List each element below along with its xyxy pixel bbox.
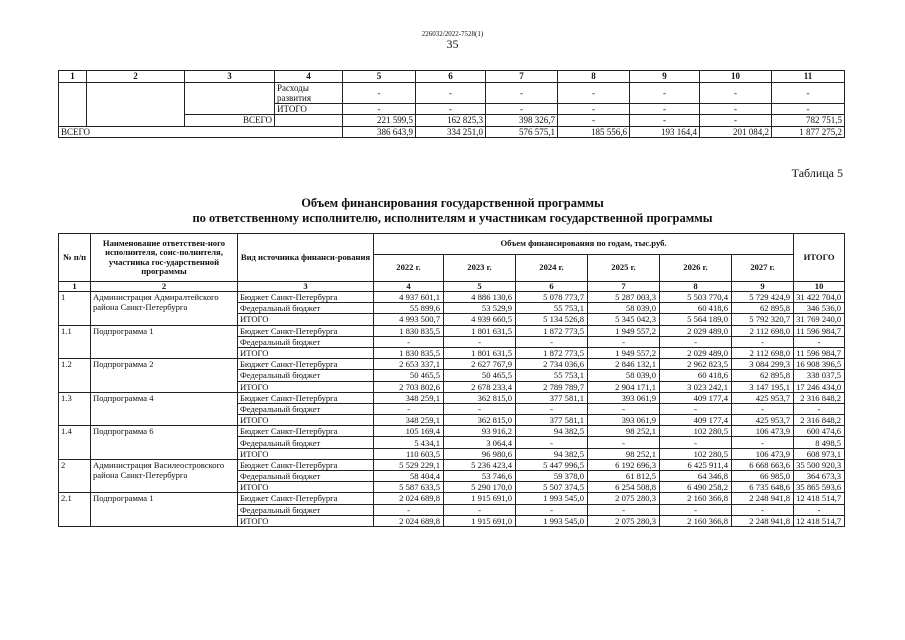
value-cell: - [660, 437, 732, 448]
funding-source: Федеральный бюджет [238, 403, 374, 414]
total-value-cell: 2 316 848,2 [794, 392, 845, 403]
value-cell: 2 112 698,0 [732, 347, 794, 358]
value-cell: - [660, 336, 732, 347]
column-numbers-row [59, 282, 845, 292]
total-value-cell: 35 865 593,6 [794, 482, 845, 493]
value-cell: 5 134 526,8 [516, 314, 588, 325]
value-cell: - [516, 437, 588, 448]
column-number: 7 [588, 282, 660, 292]
executor-name: Подпрограмма 1 [91, 325, 238, 359]
value-cell: 4 886 130,6 [444, 292, 516, 303]
value-cell: 193 164,4 [630, 126, 700, 138]
value-cell: 5 507 374,5 [516, 482, 588, 493]
funding-source: ИТОГО [238, 381, 374, 392]
value-cell: 94 382,5 [516, 448, 588, 459]
value-cell: 1 830 835,5 [374, 347, 444, 358]
total-value-cell: 31 769 240,0 [794, 314, 845, 325]
value-cell: 96 980,6 [444, 448, 516, 459]
value-cell: 1 993 545,0 [516, 515, 588, 526]
column-number: 11 [772, 71, 845, 83]
value-cell: - [630, 82, 700, 103]
funding-source: Федеральный бюджет [238, 370, 374, 381]
value-cell: 2 789 789,7 [516, 381, 588, 392]
value-cell: - [444, 504, 516, 515]
column-number: 8 [558, 71, 630, 83]
funding-source: Бюджет Санкт-Петербурга [238, 325, 374, 336]
value-cell: 1 877 275,2 [772, 126, 845, 138]
value-cell: 55 753,1 [516, 370, 588, 381]
funding-source: Бюджет Санкт-Петербурга [238, 493, 374, 504]
table-row [59, 126, 845, 138]
value-cell: 2 904 171,1 [588, 381, 660, 392]
funding-source: Бюджет Санкт-Петербурга [238, 459, 374, 470]
value-cell: 58 039,0 [588, 303, 660, 314]
value-cell: - [558, 82, 630, 103]
value-cell: 409 177,4 [660, 392, 732, 403]
column-number: 7 [486, 71, 558, 83]
value-cell: 2 846 132,1 [588, 359, 660, 370]
value-cell: 2 962 823,5 [660, 359, 732, 370]
row-index: 2 [59, 459, 91, 493]
value-cell: - [486, 82, 558, 103]
total-value-cell: 17 246 434,0 [794, 381, 845, 392]
value-cell: 1 872 773,5 [516, 325, 588, 336]
value-cell: 2 075 280,3 [588, 515, 660, 526]
value-cell: 66 985,0 [732, 471, 794, 482]
header-year: 2027 г. [732, 255, 794, 282]
value-cell: 55 753,1 [516, 303, 588, 314]
value-cell: 6 735 648,6 [732, 482, 794, 493]
funding-source: ИТОГО [238, 415, 374, 426]
funding-source: Федеральный бюджет [238, 437, 374, 448]
value-cell: 5 434,1 [374, 437, 444, 448]
value-cell: 2 160 366,8 [660, 493, 732, 504]
total-value-cell: 600 474,6 [794, 426, 845, 437]
funding-source: Федеральный бюджет [238, 471, 374, 482]
value-cell: 1 993 545,0 [516, 493, 588, 504]
value-cell: - [374, 504, 444, 515]
table-row [59, 426, 845, 437]
value-cell: 55 899,6 [374, 303, 444, 314]
value-cell: 102 280,5 [660, 448, 732, 459]
value-cell: 2 029 489,0 [660, 325, 732, 336]
header-name: Наименование ответствен-ного исполнителя, соис-полнителя, участника гос-ударственной программы [91, 234, 238, 282]
executor-name: Администрация Василеостровского района Санкт-Петербурга [91, 459, 238, 493]
table-cell [87, 82, 185, 126]
value-cell: 3 084 299,3 [732, 359, 794, 370]
table-row [59, 292, 845, 303]
funding-source: ИТОГО [238, 314, 374, 325]
value-cell: 185 556,6 [558, 126, 630, 138]
value-cell: 386 643,9 [343, 126, 416, 138]
value-cell: 409 177,4 [660, 415, 732, 426]
value-cell: 106 473,9 [732, 448, 794, 459]
value-cell: 2 627 767,9 [444, 359, 516, 370]
value-cell: 362 815,0 [444, 415, 516, 426]
table-cell [275, 115, 343, 127]
column-number: 9 [732, 282, 794, 292]
value-cell: 2 024 689,8 [374, 515, 444, 526]
value-cell: - [732, 403, 794, 414]
value-cell: 6 192 696,3 [588, 459, 660, 470]
column-number: 6 [416, 71, 486, 83]
value-cell: 5 290 170,0 [444, 482, 516, 493]
column-number: 3 [185, 71, 275, 83]
column-number: 4 [374, 282, 444, 292]
value-cell: 5 564 189,0 [660, 314, 732, 325]
value-cell: 50 465,5 [444, 370, 516, 381]
value-cell: - [630, 103, 700, 115]
header-year: 2024 г. [516, 255, 588, 282]
row-index: 2.1 [59, 493, 91, 527]
value-cell: 377 581,1 [516, 392, 588, 403]
funding-source: Бюджет Санкт-Петербурга [238, 426, 374, 437]
funding-source: Федеральный бюджет [238, 504, 374, 515]
table-row [59, 325, 845, 336]
value-cell: 2 160 366,8 [660, 515, 732, 526]
value-cell: 3 023 242,1 [660, 381, 732, 392]
total-value-cell: 16 908 396,5 [794, 359, 845, 370]
total-value-cell: 12 418 514,7 [794, 493, 845, 504]
value-cell: 102 280,5 [660, 426, 732, 437]
value-cell: 5 345 042,3 [588, 314, 660, 325]
column-number: 5 [444, 282, 516, 292]
value-cell: 1 830 835,5 [374, 325, 444, 336]
total-value-cell: 11 596 984,7 [794, 325, 845, 336]
column-number: 9 [630, 71, 700, 83]
value-cell: - [343, 103, 416, 115]
value-cell: 5 587 633,5 [374, 482, 444, 493]
total-value-cell: 31 422 704,0 [794, 292, 845, 303]
funding-source: Бюджет Санкт-Петербурга [238, 392, 374, 403]
value-cell: - [374, 403, 444, 414]
value-cell: 425 953,7 [732, 392, 794, 403]
value-cell: 201 084,2 [700, 126, 772, 138]
value-cell: 94 382,5 [516, 426, 588, 437]
column-number: 3 [238, 282, 374, 292]
value-cell: 6 490 258,2 [660, 482, 732, 493]
value-cell: - [660, 403, 732, 414]
total-value-cell: 608 973,1 [794, 448, 845, 459]
value-cell: - [732, 504, 794, 515]
expense-type-cell: Расходы развития [275, 82, 343, 103]
document-code: 226032/2022-7528(1) [421, 30, 484, 38]
grand-total-label-cell: ВСЕГО [59, 126, 343, 138]
row-index: 1.3 [59, 392, 91, 426]
value-cell: 110 603,5 [374, 448, 444, 459]
value-cell: 221 599,5 [343, 115, 416, 127]
value-cell: 393 061,9 [588, 415, 660, 426]
value-cell: - [416, 103, 486, 115]
row-index: 1 [59, 292, 91, 326]
value-cell: 5 287 003,3 [588, 292, 660, 303]
value-cell: 576 575,1 [486, 126, 558, 138]
header-year: 2023 г. [444, 255, 516, 282]
value-cell: - [374, 336, 444, 347]
row-index: 1.4 [59, 426, 91, 460]
table-row [59, 359, 845, 370]
table-cell [185, 82, 275, 115]
value-cell: 2 029 489,0 [660, 347, 732, 358]
value-cell: - [343, 82, 416, 103]
value-cell: 1 949 557,2 [588, 325, 660, 336]
value-cell: - [444, 336, 516, 347]
value-cell: - [660, 504, 732, 515]
value-cell: 5 078 773,7 [516, 292, 588, 303]
total-value-cell: 2 316 848,2 [794, 415, 845, 426]
table-row [59, 392, 845, 403]
header-source: Вид источника финанси-рования [238, 234, 374, 282]
table-title-line2: по ответственному исполнителю, исполнителям и участникам государственной программы [192, 211, 713, 225]
value-cell: 2 703 802,6 [374, 381, 444, 392]
value-cell: 53 529,9 [444, 303, 516, 314]
total-value-cell: - [794, 504, 845, 515]
row-index: 1.2 [59, 359, 91, 393]
value-cell: 348 259,1 [374, 392, 444, 403]
value-cell: 1 801 631,5 [444, 325, 516, 336]
table-row [59, 82, 845, 103]
value-cell: 5 236 423,4 [444, 459, 516, 470]
executor-name: Подпрограмма 4 [91, 392, 238, 426]
value-cell: 1 801 631,5 [444, 347, 516, 358]
value-cell: - [700, 115, 772, 127]
column-number: 8 [660, 282, 732, 292]
value-cell: 1 915 691,0 [444, 493, 516, 504]
value-cell: 2 024 689,8 [374, 493, 444, 504]
value-cell: 6 254 508,8 [588, 482, 660, 493]
expense-type-cell: ИТОГО [275, 103, 343, 115]
value-cell: 782 751,5 [772, 115, 845, 127]
value-cell: 59 378,0 [516, 471, 588, 482]
continued-table [58, 70, 845, 138]
table-label: Таблица 5 [791, 166, 843, 180]
total-value-cell: - [794, 403, 845, 414]
header-year: 2025 г. [588, 255, 660, 282]
value-cell: 4 937 601,1 [374, 292, 444, 303]
row-index: 1.1 [59, 325, 91, 359]
value-cell: - [700, 82, 772, 103]
value-cell: 3 064,4 [444, 437, 516, 448]
value-cell: 1 949 557,2 [588, 347, 660, 358]
executor-name: Подпрограмма 2 [91, 359, 238, 393]
value-cell: 2 653 337,1 [374, 359, 444, 370]
value-cell: - [588, 336, 660, 347]
column-number: 10 [794, 282, 845, 292]
value-cell: 1 915 691,0 [444, 515, 516, 526]
column-number: 4 [275, 71, 343, 83]
value-cell: - [732, 437, 794, 448]
header-num: № п/п [59, 234, 91, 282]
value-cell: 4 939 660,5 [444, 314, 516, 325]
value-cell: 106 473,9 [732, 426, 794, 437]
funding-source: Федеральный бюджет [238, 303, 374, 314]
funding-source: Федеральный бюджет [238, 336, 374, 347]
value-cell: - [588, 437, 660, 448]
total-value-cell: 11 596 984,7 [794, 347, 845, 358]
total-value-cell: - [794, 336, 845, 347]
executor-name: Подпрограмма 6 [91, 426, 238, 460]
value-cell: 61 812,5 [588, 471, 660, 482]
value-cell: - [588, 403, 660, 414]
funding-source: ИТОГО [238, 515, 374, 526]
table-row [59, 493, 845, 504]
value-cell: 4 993 500,7 [374, 314, 444, 325]
column-number: 10 [700, 71, 772, 83]
value-cell: 1 872 773,5 [516, 347, 588, 358]
header-year-group: Объем финансирования по годам, тыс.руб. [374, 234, 794, 255]
value-cell: - [630, 115, 700, 127]
value-cell: 2 678 233,4 [444, 381, 516, 392]
value-cell: 60 418,6 [660, 370, 732, 381]
value-cell: 62 895,8 [732, 303, 794, 314]
value-cell: 6 668 663,6 [732, 459, 794, 470]
value-cell: 93 916,2 [444, 426, 516, 437]
funding-source: ИТОГО [238, 448, 374, 459]
value-cell: - [558, 103, 630, 115]
column-number: 1 [59, 282, 91, 292]
value-cell: - [772, 82, 845, 103]
table-title-line1: Объем финансирования государственной программы [301, 196, 604, 210]
value-cell: 98 252,1 [588, 448, 660, 459]
header-total: ИТОГО [794, 234, 845, 282]
value-cell: 5 792 320,7 [732, 314, 794, 325]
funding-source: ИТОГО [238, 347, 374, 358]
value-cell: 5 447 996,5 [516, 459, 588, 470]
column-number: 2 [87, 71, 185, 83]
column-number: 1 [59, 71, 87, 83]
value-cell: - [516, 403, 588, 414]
total-value-cell: 364 673,3 [794, 471, 845, 482]
value-cell: 60 418,6 [660, 303, 732, 314]
value-cell: - [588, 504, 660, 515]
value-cell: - [558, 115, 630, 127]
value-cell: - [732, 336, 794, 347]
value-cell: 2 075 280,3 [588, 493, 660, 504]
value-cell: 334 251,0 [416, 126, 486, 138]
value-cell: 162 825,3 [416, 115, 486, 127]
column-number: 6 [516, 282, 588, 292]
value-cell: 5 503 770,4 [660, 292, 732, 303]
value-cell: 50 465,5 [374, 370, 444, 381]
funding-source: ИТОГО [238, 482, 374, 493]
funding-source: Бюджет Санкт-Петербурга [238, 292, 374, 303]
header-year: 2022 г. [374, 255, 444, 282]
value-cell: 348 259,1 [374, 415, 444, 426]
value-cell: 105 169,4 [374, 426, 444, 437]
value-cell: 2 112 698,0 [732, 325, 794, 336]
column-number: 5 [343, 71, 416, 83]
table-cell [59, 82, 87, 126]
value-cell: - [444, 403, 516, 414]
total-value-cell: 35 500 920,3 [794, 459, 845, 470]
value-cell: 393 061,9 [588, 392, 660, 403]
page-number: 35 [446, 37, 459, 51]
value-cell: 64 346,8 [660, 471, 732, 482]
header-year: 2026 г. [660, 255, 732, 282]
total-value-cell: 8 498,5 [794, 437, 845, 448]
value-cell: 377 581,1 [516, 415, 588, 426]
executor-name: Подпрограмма 1 [91, 493, 238, 527]
value-cell: - [516, 336, 588, 347]
value-cell: 58 039,0 [588, 370, 660, 381]
funding-source: Бюджет Санкт-Петербурга [238, 359, 374, 370]
value-cell: 62 895,8 [732, 370, 794, 381]
value-cell: 58 404,4 [374, 471, 444, 482]
total-value-cell: 346 536,0 [794, 303, 845, 314]
value-cell: 425 953,7 [732, 415, 794, 426]
total-value-cell: 338 037,5 [794, 370, 845, 381]
value-cell: 98 252,1 [588, 426, 660, 437]
value-cell: 5 529 229,1 [374, 459, 444, 470]
value-cell: 6 425 911,4 [660, 459, 732, 470]
value-cell: 3 147 195,1 [732, 381, 794, 392]
table-row [59, 459, 845, 470]
value-cell: - [772, 103, 845, 115]
value-cell: - [700, 103, 772, 115]
header-row [59, 234, 845, 255]
value-cell: - [516, 504, 588, 515]
value-cell: 53 746,6 [444, 471, 516, 482]
value-cell: 5 729 424,9 [732, 292, 794, 303]
financing-table [58, 233, 845, 527]
total-value-cell: 12 418 514,7 [794, 515, 845, 526]
value-cell: - [416, 82, 486, 103]
total-label-cell: ВСЕГО [185, 115, 275, 127]
value-cell: 2 248 941,8 [732, 493, 794, 504]
value-cell: 362 815,0 [444, 392, 516, 403]
value-cell: 2 248 941,8 [732, 515, 794, 526]
value-cell: - [486, 103, 558, 115]
column-number: 2 [91, 282, 238, 292]
value-cell: 2 734 036,6 [516, 359, 588, 370]
executor-name: Администрация Адмиралтейского района Санкт-Петербурга [91, 292, 238, 326]
value-cell: 398 326,7 [486, 115, 558, 127]
